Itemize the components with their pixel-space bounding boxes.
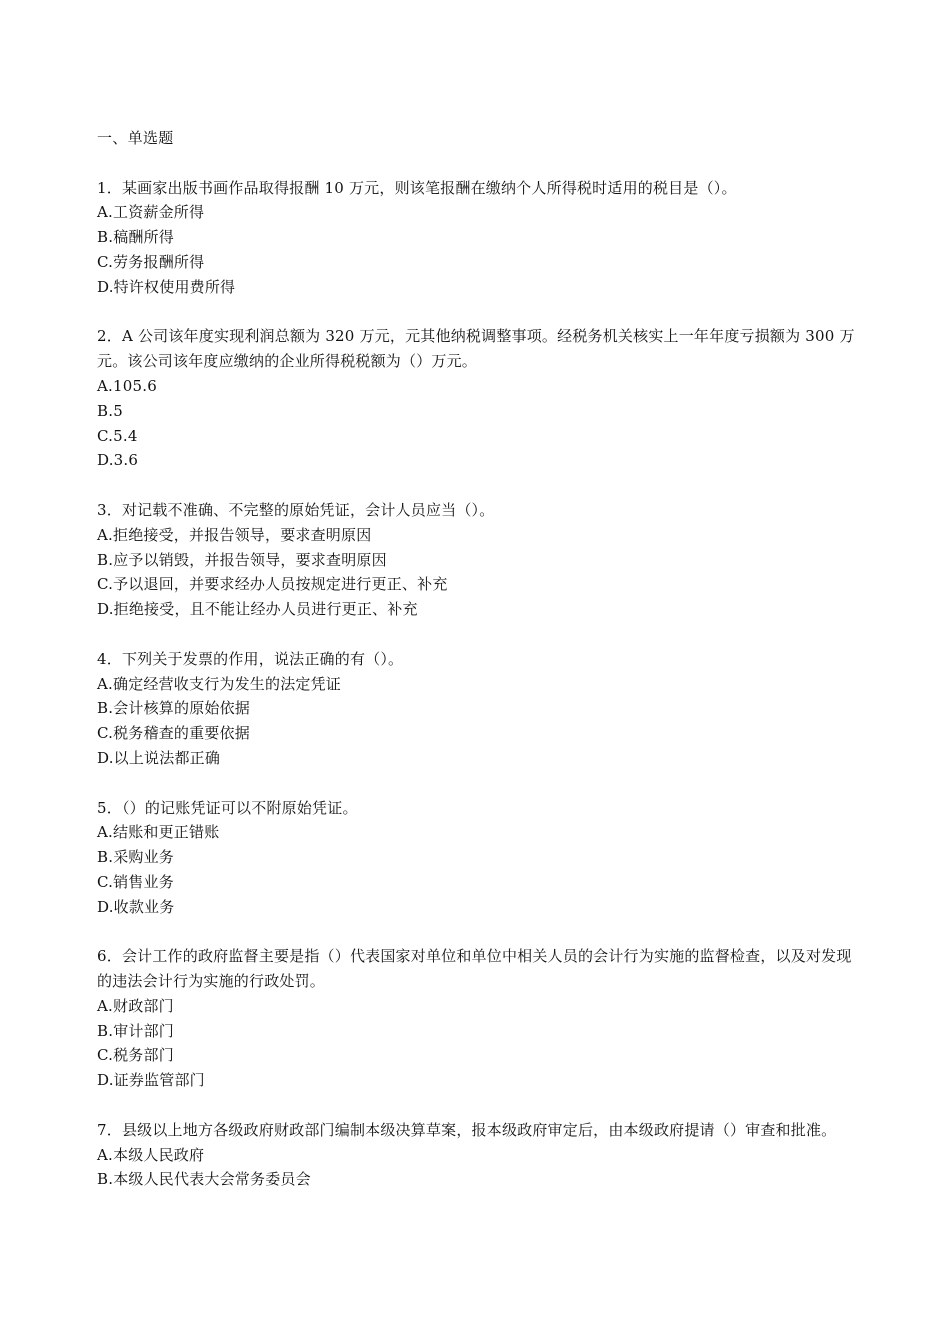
answer-option: B.审计部门 — [97, 1021, 174, 1040]
answer-option: A.本级人民政府 — [97, 1145, 205, 1164]
answer-option: A.财政部门 — [97, 996, 174, 1015]
answer-option: C.5.4 — [97, 426, 138, 445]
question-3 — [97, 498, 857, 622]
answer-option: D.拒绝接受，且不能让经办人员进行更正、补充 — [97, 600, 418, 619]
question-6 — [97, 944, 857, 1093]
question-text: 3．对记载不准确、不完整的原始凭证，会计人员应当（）。 — [97, 500, 495, 519]
question-text: 5．（）的记账凭证可以不附原始凭证。 — [97, 798, 358, 817]
answer-option: B.采购业务 — [97, 848, 174, 867]
exam-document — [97, 126, 857, 1217]
answer-option: B.稿酬所得 — [97, 228, 174, 247]
question-text: 6．会计工作的政府监督主要是指（）代表国家对单位和单位中相关人员的会计行为实施的监督检查，以及对发现的违法会计行为实施的行政处罚。 — [97, 947, 852, 991]
answer-option: D.收款业务 — [97, 897, 175, 916]
answer-option: B.本级人民代表大会常务委员会 — [97, 1170, 311, 1189]
question-text: 2．A 公司该年度实现利润总额为 320 万元，元其他纳税调整事项。经税务机关核实上一年年度亏损额为 300 万元。该公司该年度应缴纳的企业所得税税额为（）万元。 — [97, 327, 855, 371]
answer-option: A.确定经营收支行为发生的法定凭证 — [97, 674, 342, 693]
question-text: 7．县级以上地方各级政府财政部门编制本级决算草案，报本级政府审定后，由本级政府提请（）审查和批准。 — [97, 1120, 837, 1139]
question-text: 4．下列关于发票的作用，说法正确的有（）。 — [97, 649, 404, 668]
answer-option: B.5 — [97, 401, 123, 420]
answer-option: C.税务稽查的重要依据 — [97, 724, 250, 743]
section-title: 一、单选题 — [97, 129, 174, 147]
question-text: 1．某画家出版书画作品取得报酬 10 万元，则该笔报酬在缴纳个人所得税时适用的税目是（）。 — [97, 178, 737, 197]
answer-option: A.105.6 — [97, 376, 157, 395]
answer-option: C.予以退回，并要求经办人员按规定进行更正、补充 — [97, 575, 448, 594]
answer-option: D.3.6 — [97, 451, 139, 470]
question-list — [97, 176, 857, 1193]
answer-option: B.会计核算的原始依据 — [97, 699, 250, 718]
question-2 — [97, 324, 857, 473]
answer-option: C.劳务报酬所得 — [97, 252, 205, 271]
answer-option: A.拒绝接受，并报告领导，要求查明原因 — [97, 525, 372, 544]
answer-option: C.税务部门 — [97, 1046, 174, 1065]
answer-option: D.特许权使用费所得 — [97, 277, 236, 296]
question-7 — [97, 1118, 857, 1192]
answer-option: C.销售业务 — [97, 872, 174, 891]
answer-option: A.结账和更正错账 — [97, 823, 220, 842]
question-4 — [97, 647, 857, 771]
question-1 — [97, 176, 857, 300]
answer-option: D.证券监管部门 — [97, 1071, 205, 1090]
question-5 — [97, 796, 857, 920]
answer-option: B.应予以销毁，并报告领导，要求查明原因 — [97, 550, 387, 569]
answer-option: D.以上说法都正确 — [97, 748, 221, 767]
answer-option: A.工资薪金所得 — [97, 203, 205, 222]
